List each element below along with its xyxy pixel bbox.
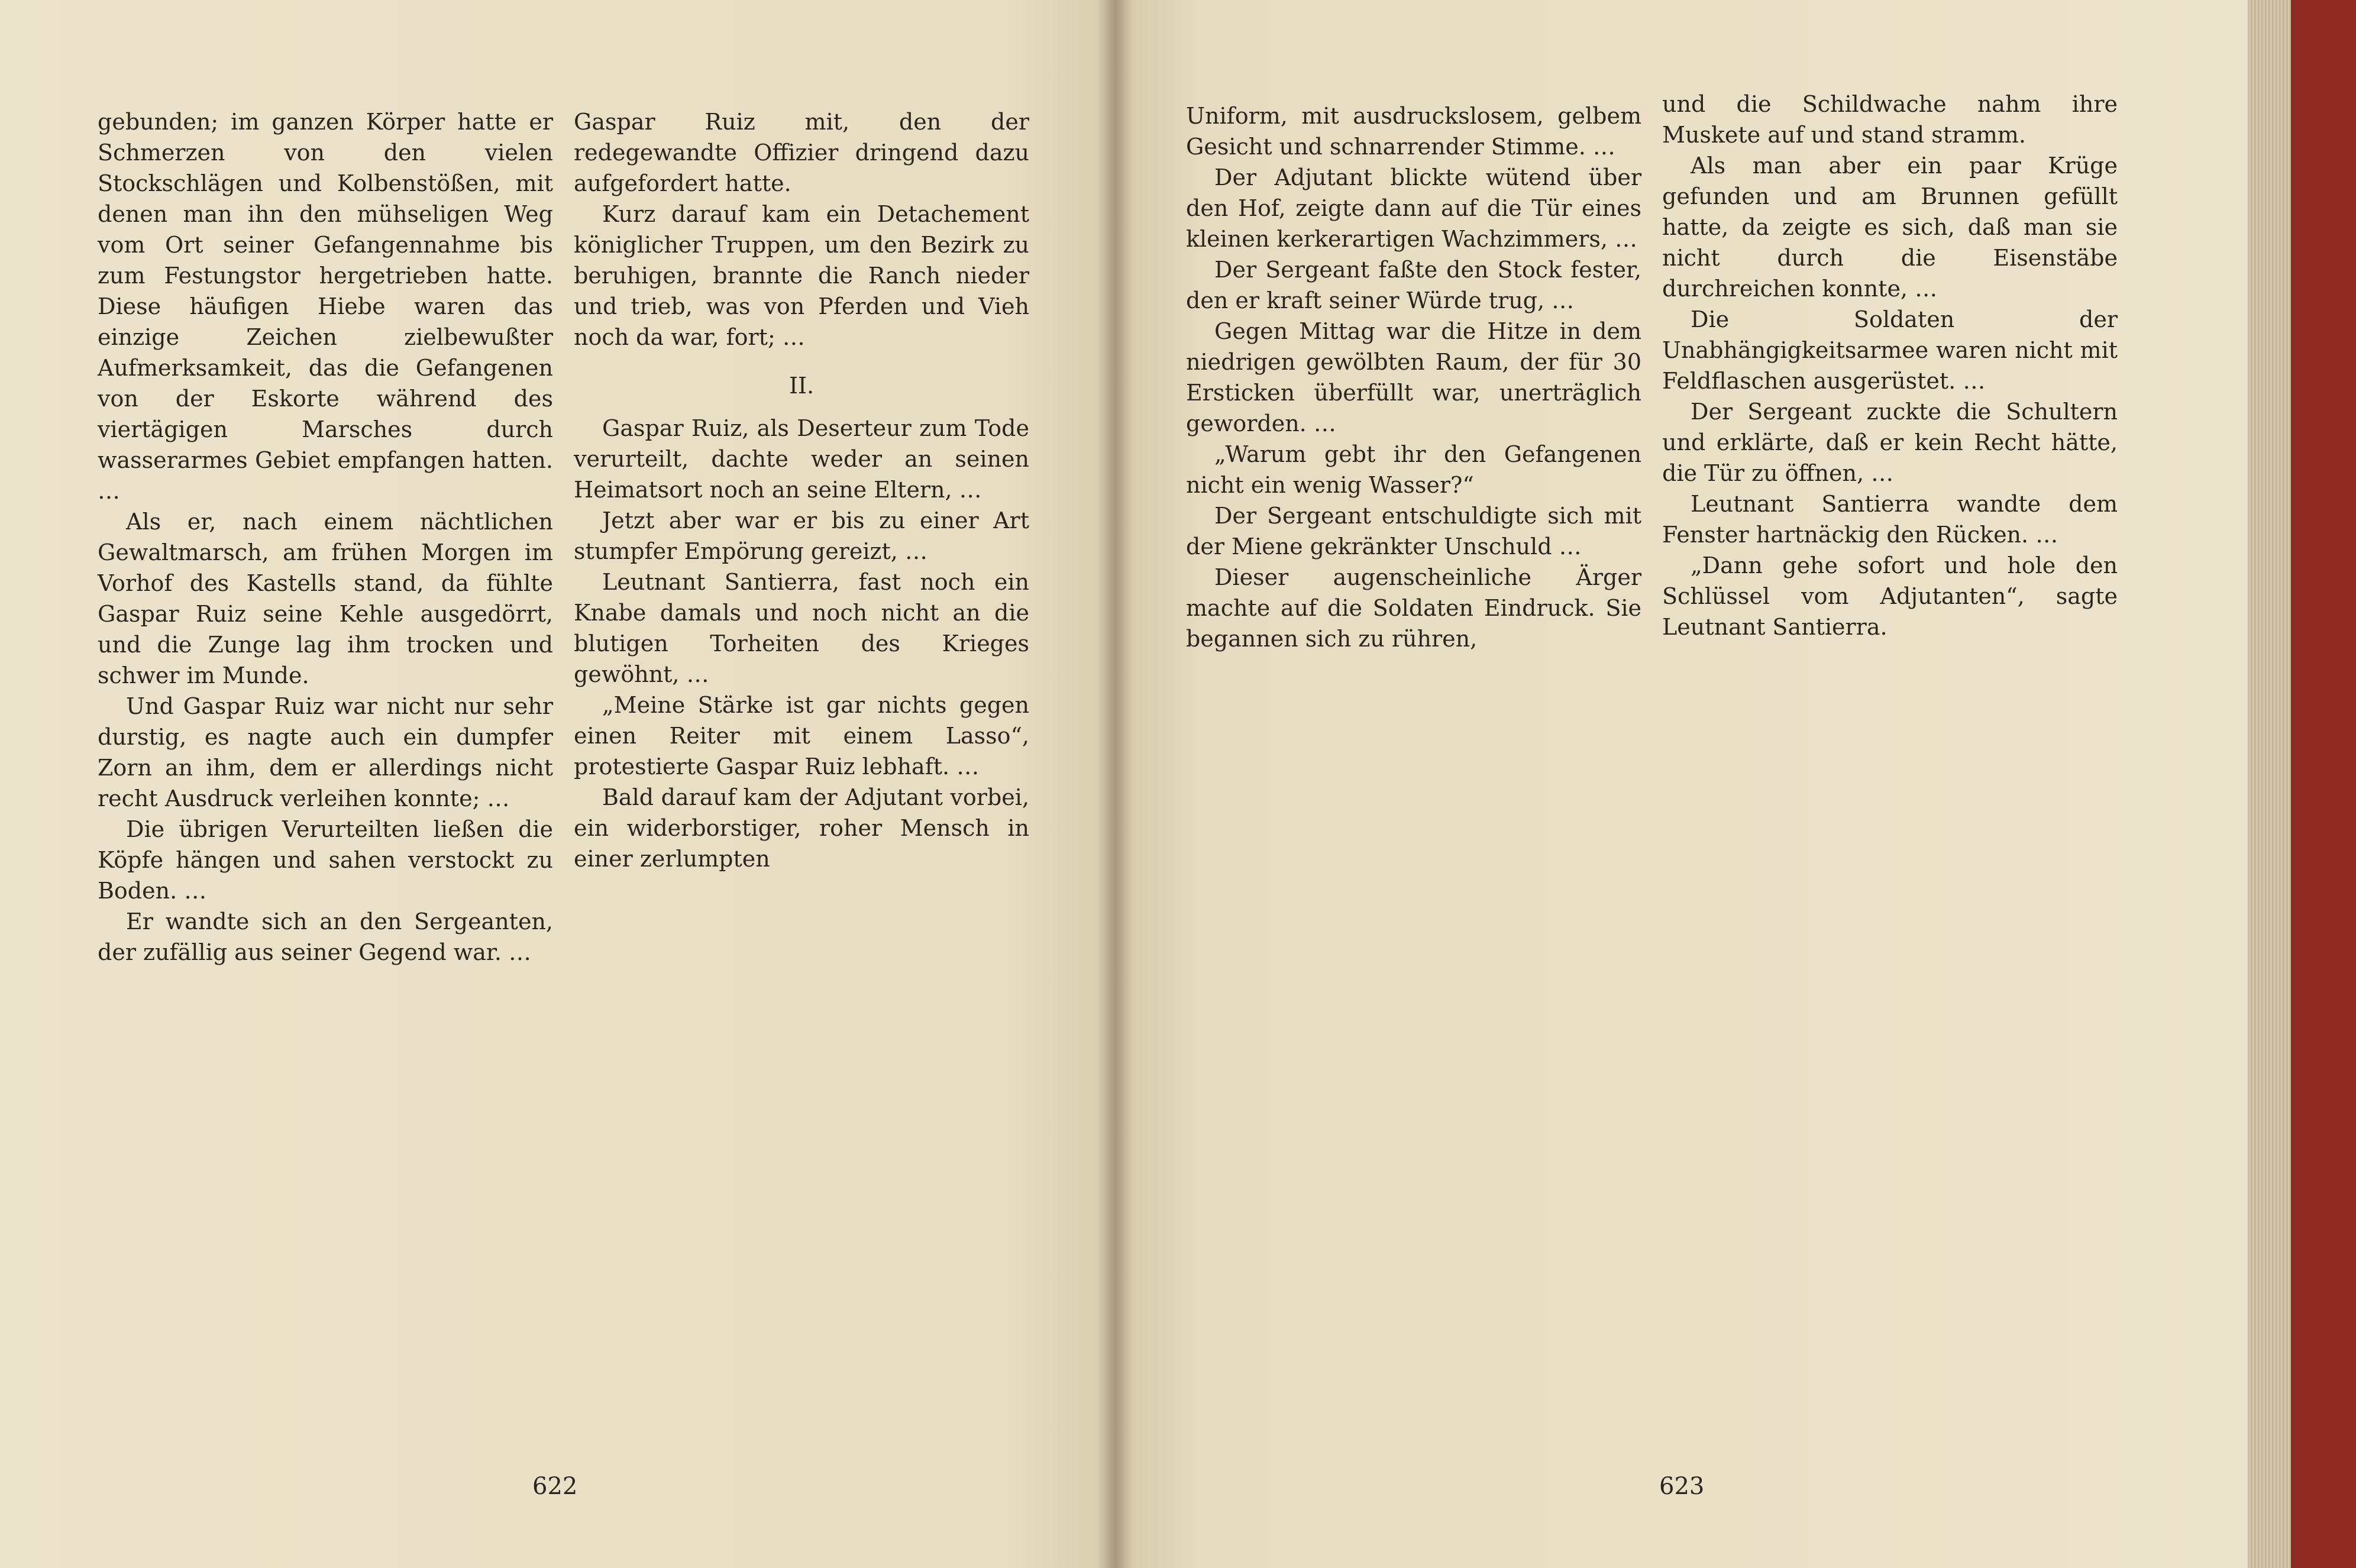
paragraph: Die übrigen Verurteilten ließen die Köpfe hängen und sahen verstockt zu Boden. … <box>98 816 553 904</box>
paragraph: Dieser augenscheinliche Ärger machte auf die Soldaten Eindruck. Sie begannen sich zu rühren, <box>1186 564 1641 652</box>
paragraph: Und Gaspar Ruiz war nicht nur sehr durstig, es nagte auch ein dumpfer Zorn an ihm, dem er allerdings nicht recht Ausdruck verleihen konnte; … <box>98 693 553 812</box>
paragraph: Leutnant Santierra wandte dem Fenster hartnäckig den Rücken. … <box>1662 491 2118 548</box>
paragraph: Leutnant Santierra, fast noch ein Knabe damals und noch nicht an die blutigen Torheiten des Krieges gewöhnt, … <box>574 569 1029 687</box>
gutter-shadow <box>1097 0 1133 1568</box>
paragraph: Als er, nach einem nächtlichen Gewaltmarsch, am frühen Morgen im Vorhof des Kastells stand, da fühlte Gaspar Ruiz seine Kehle ausgedörrt, und die Zunge lag ihm trocken und schwer im Munde. <box>98 509 553 688</box>
paragraph: Kurz darauf kam ein Detachement königlicher Truppen, um den Bezirk zu beruhigen, brannte die Ranch nieder und trieb, was von Pferden und Vieh noch da war, fort; … <box>574 201 1029 350</box>
paragraph: gebunden; im ganzen Körper hatte er Schmerzen von den vielen Stockschlägen und Kolbenstößen, mit denen man ihn den mühseligen Weg vom Ort seiner Gefangennahme bis zum Festungstor hergetrieben hatte. Diese häufigen Hiebe waren das einzige Zeichen zielbewußter Aufmerksamkeit, das die Gefangenen von der Eskorte während des viertägigen Marsches durch wasserarmes Gebiet empfangen hatten. … <box>98 109 553 504</box>
book-edge <box>2248 0 2356 1568</box>
paragraph: Der Adjutant blickte wütend über den Hof, zeigte dann auf die Tür eines kleinen kerkerartigen Wachzimmers, … <box>1186 164 1641 252</box>
right-page-column-2 <box>1662 89 2118 642</box>
paragraph: Der Sergeant zuckte die Schultern und erklärte, daß er kein Recht hätte, die Tür zu öffnen, … <box>1662 399 2118 486</box>
book-cover-edge <box>2291 0 2356 1568</box>
paragraph: und die Schildwache nahm ihre Muskete auf und stand stramm. <box>1662 91 2118 148</box>
paragraph: Der Sergeant entschuldigte sich mit der Miene gekränkter Unschuld … <box>1186 503 1641 560</box>
right-page <box>1115 0 2248 1568</box>
left-page-column-1 <box>98 106 553 968</box>
paragraph: Gegen Mittag war die Hitze in dem niedrigen gewölbten Raum, der für 30 Ersticken überfüllt war, unerträglich geworden. … <box>1186 318 1641 437</box>
paragraph: „Warum gebt ihr den Gefangenen nicht ein wenig Wasser?“ <box>1186 441 1641 498</box>
paragraph: Er wandte sich an den Sergeanten, der zufällig aus seiner Gegend war. … <box>98 909 553 965</box>
paragraph: Bald darauf kam der Adjutant vorbei, ein widerborstiger, roher Mensch in einer zerlumpten <box>574 784 1029 872</box>
left-page <box>0 0 1115 1568</box>
paragraph: „Dann gehe sofort und hole den Schlüssel vom Adjutanten“, sagte Leutnant Santierra. <box>1662 552 2118 640</box>
paragraph: Die Soldaten der Unabhängigkeitsarmee waren nicht mit Feldflaschen ausgerüstet. … <box>1662 306 2118 394</box>
paragraph: „Meine Stärke ist gar nichts gegen einen Reiter mit einem Lasso“, protestierte Gaspar Ruiz lebhaft. … <box>574 692 1029 780</box>
paragraph: Uniform, mit ausdruckslosem, gelbem Gesicht und schnarrender Stimme. … <box>1186 103 1641 160</box>
section-heading: II. <box>788 373 815 399</box>
page-number: 622 <box>532 1473 578 1500</box>
paragraph: Gaspar Ruiz mit, den der redegewandte Offizier dringend dazu aufgefordert hatte. <box>574 109 1029 196</box>
paragraph: Gaspar Ruiz, als Deserteur zum Tode verurteilt, dachte weder an seinen Heimatsort noch an seine Eltern, … <box>574 415 1029 503</box>
page-number: 623 <box>1659 1473 1705 1500</box>
right-page-column-1 <box>1186 101 1641 654</box>
paragraph: Jetzt aber war er bis zu einer Art stumpfer Empörung gereizt, … <box>574 507 1029 564</box>
left-page-column-2 <box>574 106 1029 874</box>
paragraph: Der Sergeant faßte den Stock fester, den er kraft seiner Würde trug, … <box>1186 257 1641 313</box>
paragraph: Als man aber ein paar Krüge gefunden und am Brunnen gefüllt hatte, da zeigte es sich, daß man sie nicht durch die Eisenstäbe durchreichen konnte, … <box>1662 153 2118 302</box>
